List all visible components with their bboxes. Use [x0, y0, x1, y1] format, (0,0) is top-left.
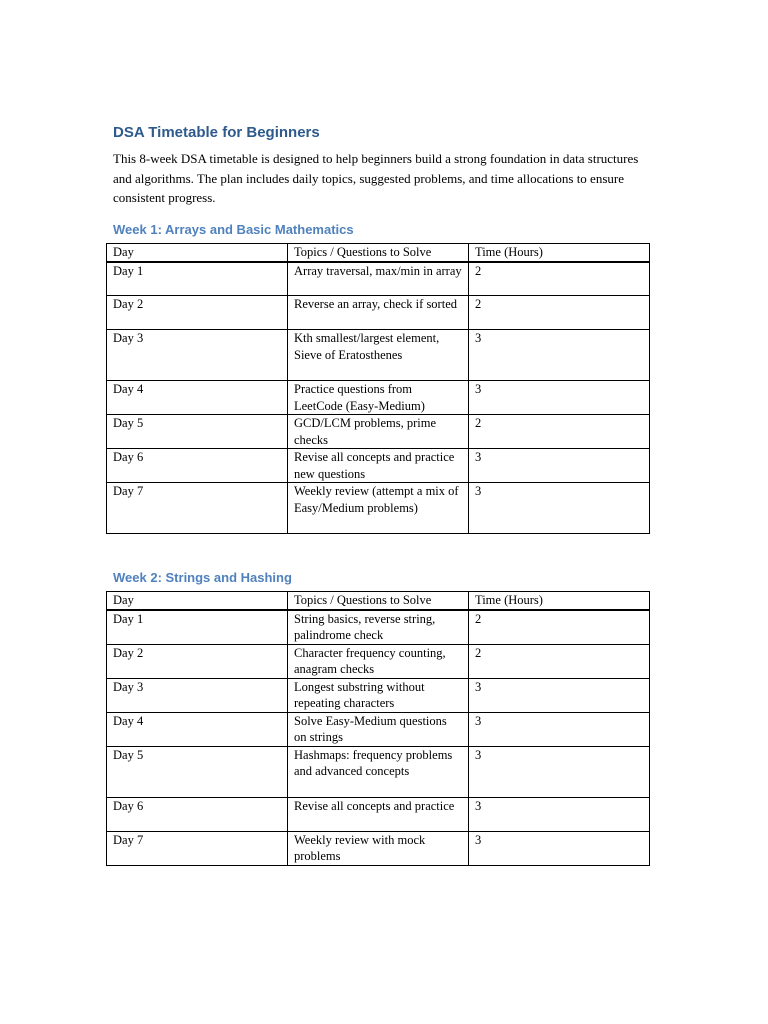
- hours-cell: 3: [469, 330, 650, 381]
- hours-cell: 2: [469, 415, 650, 449]
- table-row: [107, 381, 650, 415]
- table-row: [107, 483, 650, 534]
- topic-cell: Revise all concepts and practice new questions: [288, 449, 469, 483]
- hours-cell: 3: [469, 797, 650, 831]
- hours-cell: 3: [469, 449, 650, 483]
- day-cell: Day 4: [107, 712, 288, 746]
- day-cell: Day 6: [107, 449, 288, 483]
- column-header-day: Day: [107, 592, 288, 610]
- week-2-heading: Week 2: Strings and Hashing: [113, 570, 292, 585]
- table-header-row: [107, 592, 650, 610]
- day-cell: Day 2: [107, 296, 288, 330]
- topic-cell: Longest substring without repeating characters: [288, 678, 469, 712]
- table-row: [107, 262, 650, 296]
- topic-cell: Reverse an array, check if sorted: [288, 296, 469, 330]
- day-cell: Day 3: [107, 678, 288, 712]
- week-1-table: [106, 243, 650, 534]
- table-row: [107, 330, 650, 381]
- intro-paragraph: This 8-week DSA timetable is designed to help beginners build a strong foundation in data structures and algorithms. The plan includes daily topics, suggested problems, and time allocations to ensure consistent progress.: [113, 151, 639, 205]
- table-row: [107, 644, 650, 678]
- column-header-topics: Topics / Questions to Solve: [288, 244, 469, 262]
- topic-cell: Kth smallest/largest element, Sieve of Eratosthenes: [288, 330, 469, 381]
- table-row: [107, 678, 650, 712]
- topic-cell: Solve Easy-Medium questions on strings: [288, 712, 469, 746]
- topic-cell: Revise all concepts and practice: [288, 797, 469, 831]
- day-cell: Day 1: [107, 262, 288, 296]
- day-cell: Day 7: [107, 831, 288, 865]
- table-header-row: [107, 244, 650, 262]
- hours-cell: 2: [469, 262, 650, 296]
- hours-cell: 3: [469, 831, 650, 865]
- hours-cell: 3: [469, 712, 650, 746]
- table-row: [107, 831, 650, 865]
- hours-cell: 2: [469, 296, 650, 330]
- topic-cell: String basics, reverse string, palindrome check: [288, 610, 469, 645]
- document-title: DSA Timetable for Beginners: [113, 124, 320, 141]
- hours-cell: 3: [469, 483, 650, 534]
- table-row: [107, 746, 650, 797]
- hours-cell: 3: [469, 746, 650, 797]
- day-cell: Day 4: [107, 381, 288, 415]
- hours-cell: 2: [469, 644, 650, 678]
- day-cell: Day 6: [107, 797, 288, 831]
- table-row: [107, 449, 650, 483]
- table-row: [107, 610, 650, 645]
- week-2-table: [106, 591, 650, 866]
- column-header-time: Time (Hours): [469, 592, 650, 610]
- topic-cell: Character frequency counting, anagram checks: [288, 644, 469, 678]
- table-row: [107, 296, 650, 330]
- day-cell: Day 1: [107, 610, 288, 645]
- week-1-heading: Week 1: Arrays and Basic Mathematics: [113, 222, 354, 237]
- column-header-day: Day: [107, 244, 288, 262]
- topic-cell: Weekly review with mock problems: [288, 831, 469, 865]
- column-header-topics: Topics / Questions to Solve: [288, 592, 469, 610]
- hours-cell: 3: [469, 381, 650, 415]
- topic-cell: Practice questions from LeetCode (Easy-Medium): [288, 381, 469, 415]
- topic-cell: GCD/LCM problems, prime checks: [288, 415, 469, 449]
- day-cell: Day 7: [107, 483, 288, 534]
- hours-cell: 2: [469, 610, 650, 645]
- topic-cell: Array traversal, max/min in array: [288, 262, 469, 296]
- table-row: [107, 415, 650, 449]
- hours-cell: 3: [469, 678, 650, 712]
- day-cell: Day 3: [107, 330, 288, 381]
- table-row: [107, 797, 650, 831]
- table-row: [107, 712, 650, 746]
- column-header-time: Time (Hours): [469, 244, 650, 262]
- topic-cell: Hashmaps: frequency problems and advanced concepts: [288, 746, 469, 797]
- day-cell: Day 5: [107, 746, 288, 797]
- topic-cell: Weekly review (attempt a mix of Easy/Medium problems): [288, 483, 469, 534]
- day-cell: Day 2: [107, 644, 288, 678]
- day-cell: Day 5: [107, 415, 288, 449]
